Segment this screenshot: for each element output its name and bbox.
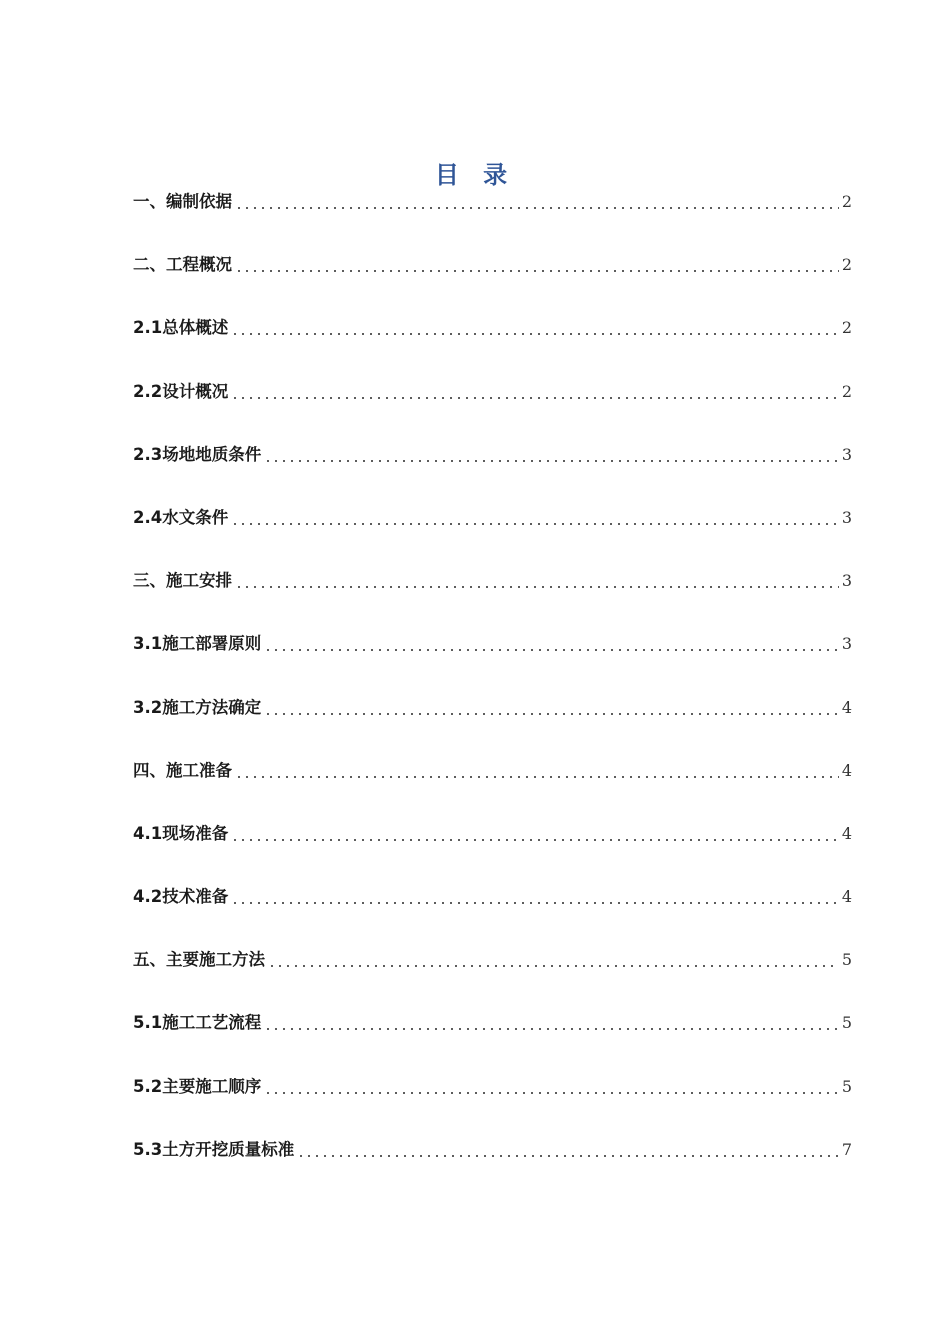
toc-entry-label: 一、编制依据 bbox=[133, 192, 232, 211]
toc-entry[interactable] bbox=[133, 532, 852, 595]
toc-entry-label: 四、施工准备 bbox=[133, 760, 232, 780]
toc-entry-page: 2 bbox=[841, 318, 852, 338]
toc-leader-dots bbox=[231, 839, 839, 841]
toc-entry-page: 2 bbox=[841, 192, 852, 211]
toc-entry[interactable] bbox=[133, 469, 852, 532]
toc-entry[interactable] bbox=[133, 188, 852, 216]
toc-entry-label: 4.2技术准备 bbox=[133, 887, 229, 907]
toc-entry-page: 3 bbox=[841, 444, 852, 464]
toc-entry-label: 4.1现场准备 bbox=[133, 823, 229, 843]
toc-entry[interactable] bbox=[133, 216, 852, 279]
toc-leader-dots bbox=[231, 523, 839, 525]
toc-entry-label: 3.1施工部署原则 bbox=[133, 634, 262, 654]
toc-leader-dots bbox=[264, 713, 839, 715]
toc-entry-page: 3 bbox=[841, 507, 852, 527]
toc-entry-page: 2 bbox=[841, 255, 852, 275]
toc-entry-label: 2.3场地地质条件 bbox=[133, 444, 262, 464]
toc-entry-label: 5.3土方开挖质量标准 bbox=[133, 1139, 295, 1159]
toc-leader-dots bbox=[231, 333, 839, 335]
toc-entry-label: 三、施工安排 bbox=[133, 571, 232, 591]
toc-leader-dots bbox=[264, 649, 839, 651]
toc-entry[interactable] bbox=[133, 974, 852, 1037]
toc-entry-page: 3 bbox=[841, 634, 852, 654]
toc-entry-label: 2.1总体概述 bbox=[133, 318, 229, 338]
toc-leader-dots bbox=[235, 776, 839, 778]
toc-entry-page: 3 bbox=[841, 571, 852, 591]
toc-entry[interactable] bbox=[133, 595, 852, 658]
toc-leader-dots bbox=[235, 207, 839, 209]
toc-entry[interactable] bbox=[133, 406, 852, 469]
toc-leader-dots bbox=[264, 1092, 839, 1094]
toc-leader-dots bbox=[268, 965, 839, 967]
toc-list bbox=[133, 188, 852, 1164]
toc-entry-label: 5.2主要施工顺序 bbox=[133, 1076, 262, 1096]
toc-entry-page: 4 bbox=[841, 823, 852, 843]
toc-entry-label: 5.1施工工艺流程 bbox=[133, 1013, 262, 1033]
toc-entry[interactable] bbox=[133, 342, 852, 405]
toc-entry-label: 3.2施工方法确定 bbox=[133, 697, 262, 717]
toc-entry-label: 2.2设计概况 bbox=[133, 381, 229, 401]
toc-entry[interactable] bbox=[133, 279, 852, 342]
toc-leader-dots bbox=[264, 1028, 839, 1030]
toc-entry[interactable] bbox=[133, 911, 852, 974]
toc-entry-page: 2 bbox=[841, 381, 852, 401]
toc-leader-dots bbox=[231, 902, 839, 904]
toc-leader-dots bbox=[264, 460, 839, 462]
toc-entry[interactable] bbox=[133, 848, 852, 911]
toc-entry[interactable] bbox=[133, 722, 852, 785]
toc-entry[interactable] bbox=[133, 1101, 852, 1164]
toc-leader-dots bbox=[297, 1155, 839, 1157]
toc-entry-label: 2.4水文条件 bbox=[133, 507, 229, 527]
toc-entry-page: 4 bbox=[841, 760, 852, 780]
toc-leader-dots bbox=[235, 270, 839, 272]
toc-entry[interactable] bbox=[133, 1037, 852, 1100]
toc-entry-page: 5 bbox=[841, 1013, 852, 1033]
toc-entry-page: 4 bbox=[841, 887, 852, 907]
toc-title: 目 录 bbox=[434, 161, 516, 189]
toc-leader-dots bbox=[231, 397, 839, 399]
toc-entry-page: 5 bbox=[841, 950, 852, 970]
toc-entry-page: 4 bbox=[841, 697, 852, 717]
toc-entry-page: 7 bbox=[841, 1139, 852, 1159]
toc-entry-label: 二、工程概况 bbox=[133, 255, 232, 275]
toc-entry-page: 5 bbox=[841, 1076, 852, 1096]
toc-entry-label: 五、主要施工方法 bbox=[133, 950, 265, 970]
toc-entry[interactable] bbox=[133, 658, 852, 721]
toc-entry[interactable] bbox=[133, 785, 852, 848]
toc-leader-dots bbox=[235, 586, 839, 588]
